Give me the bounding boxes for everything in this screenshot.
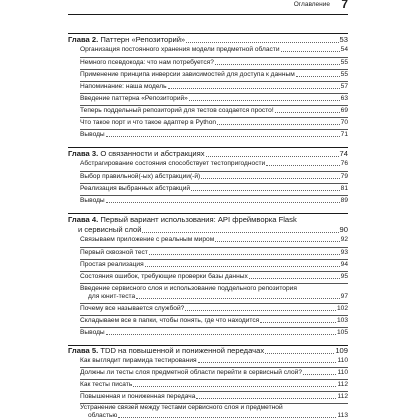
toc-entry[interactable]: Повышенная и пониженная передача 112 [80, 393, 348, 400]
toc-entry[interactable]: Выводы 105 [80, 329, 348, 336]
toc-entry[interactable]: Должны ли тесты слоя предметной области перейти в сервисный слой? 110 [80, 369, 348, 376]
chapter-name: О связанности и абстракциях [98, 149, 205, 158]
chapter-rule [68, 33, 348, 34]
chapter-page: 53 [339, 35, 348, 44]
toc-entry[interactable]: Выбор правильной(-ых) абстракции(-й) 79 [80, 173, 348, 180]
chapter-name: TDD на повышенной и пониженной передачах [98, 346, 265, 355]
chapter-page: 109 [335, 346, 348, 355]
toc-entry[interactable]: Применение принципа инверсии зависимостей для доступа к данным 55 [80, 71, 348, 78]
dot-leader [206, 156, 339, 157]
chapter-name: Паттерн «Репозиторий» [98, 35, 186, 44]
page-number: 7 [341, 0, 348, 11]
dot-leader [142, 232, 338, 233]
running-header [68, 0, 348, 15]
toc-entry[interactable]: Связываем приложение с реальным миром 92 [80, 236, 348, 243]
chapter-title[interactable] [68, 35, 348, 45]
toc-entry[interactable]: Устранение связей между тестами сервисного слоя и предметной областью 113 [80, 404, 348, 419]
toc-entry[interactable]: Организация постоянного хранения модели предметной области 54 [80, 46, 348, 53]
chapter-page: 90 [339, 225, 348, 234]
dot-leader [265, 353, 334, 354]
toc-entry[interactable]: Складываем все в папки, чтобы понять, где что находится 103 [80, 317, 348, 324]
chapter-title[interactable] [68, 346, 348, 356]
toc-entry[interactable]: Что такое порт и что такое адаптер в Python 70 [80, 119, 348, 126]
toc-entry[interactable]: Немного псевдокода: что нам потребуется? 55 [80, 59, 348, 66]
chapter-label: Глава 4. [68, 215, 99, 224]
toc-entry[interactable]: Напоминание: наша модель 57 [80, 83, 348, 90]
chapter-page: 74 [339, 149, 348, 158]
toc-entry[interactable]: Введение сервисного слоя и использование поддельного репозитория для юнит-теста 97 [80, 285, 348, 300]
chapter-name-continued: и сервисный слой [78, 225, 142, 234]
chapter-label: Глава 5. [68, 346, 99, 355]
toc-entry[interactable]: Выводы 71 [80, 131, 348, 138]
dot-leader [186, 42, 338, 43]
toc-entry[interactable]: Простая реализация 94 [80, 261, 348, 268]
toc-entry[interactable]: Как выглядит пирамида тестирования 110 [80, 357, 348, 364]
toc-entry[interactable]: Реализация выбранных абстракций 81 [80, 185, 348, 192]
chapter-title[interactable] [68, 215, 348, 235]
toc-entry[interactable]: Выводы 89 [80, 197, 348, 204]
chapter-title[interactable] [68, 149, 348, 159]
toc-entry[interactable]: Первый сквозной тест 93 [80, 249, 348, 256]
chapter-rule [68, 213, 348, 214]
toc-entry[interactable]: Как тесты писать 112 [80, 381, 348, 388]
toc-entry[interactable]: Абстрагирование состояния способствует тестопригодности 76 [80, 160, 348, 167]
chapter-rule [68, 147, 348, 148]
chapter-label: Глава 2. [68, 35, 99, 44]
toc-entry[interactable]: Введение паттерна «Репозиторий» 63 [80, 95, 348, 102]
chapter-label: Глава 3. [68, 149, 99, 158]
toc-entry[interactable]: Теперь поддельный репозиторий для тестов создается просто! 69 [80, 107, 348, 114]
toc-entry[interactable]: Почему все называется службой? 102 [80, 305, 348, 312]
toc-entry[interactable]: Состояния ошибок, требующие проверки базы данных 95 [80, 273, 348, 280]
running-title: Оглавление [293, 1, 330, 8]
chapter-name: Первый вариант использования: API фреймворка Flask [98, 215, 297, 224]
